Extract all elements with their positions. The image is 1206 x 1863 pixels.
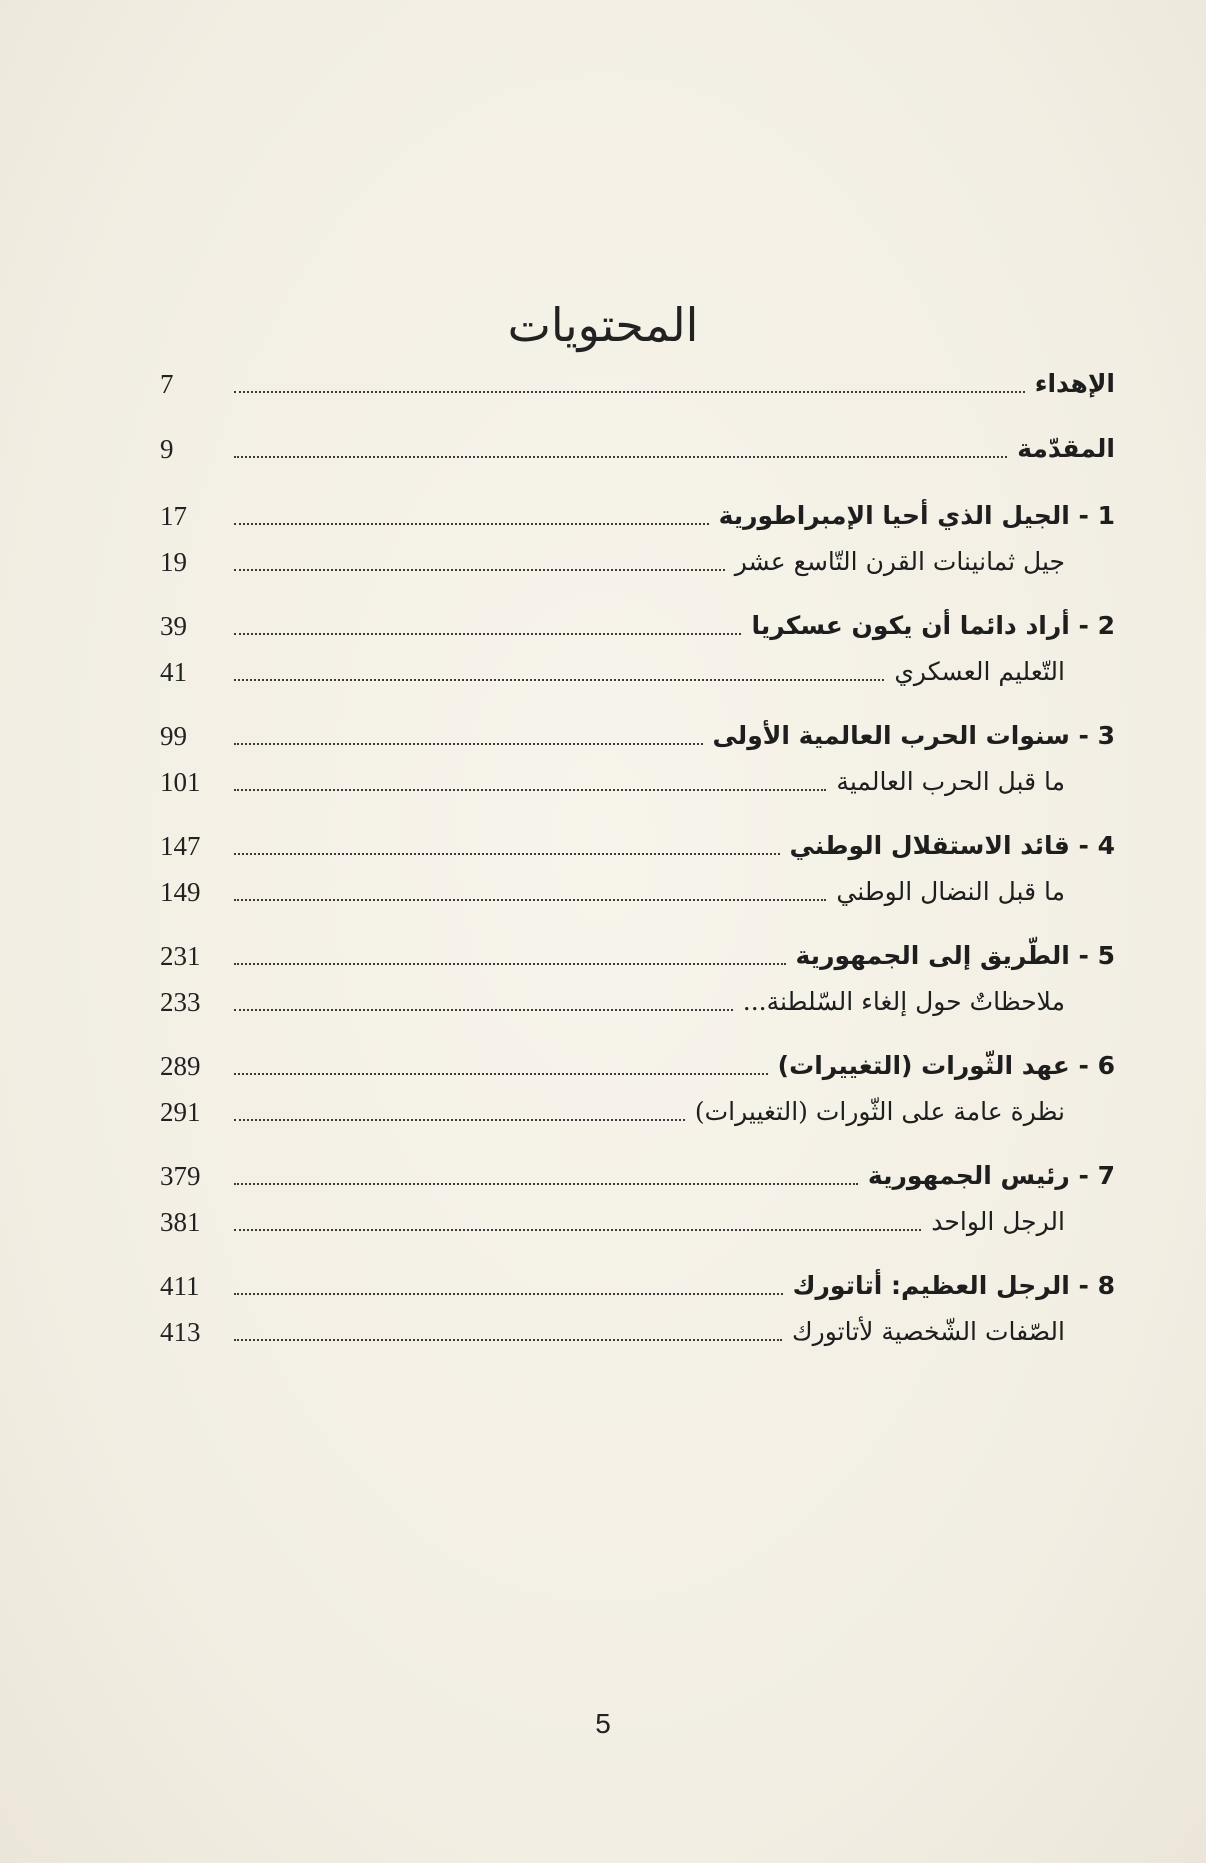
toc-page-number: 411 — [160, 1271, 200, 1301]
toc-section-5 — [160, 978, 1115, 1022]
toc-chapter-1 — [160, 492, 1115, 536]
toc-chapter-label: 5 - الطّريق إلى الجمهورية — [795, 941, 1115, 970]
toc-page-number: 381 — [160, 1207, 201, 1237]
dot-leader — [234, 679, 884, 681]
toc-chapter-label: 8 - الرجل العظيم: أتاتورك — [792, 1271, 1115, 1300]
toc-section-2 — [160, 648, 1115, 692]
toc-section-6 — [160, 1088, 1115, 1132]
dot-leader — [234, 853, 780, 855]
toc-page-number: 7 — [160, 369, 174, 399]
toc-chapter-label: 7 - رئيس الجمهورية — [867, 1161, 1115, 1190]
dot-leader — [234, 1229, 921, 1231]
toc-section-3 — [160, 758, 1115, 802]
toc-chapter-2 — [160, 602, 1115, 646]
toc-section-1 — [160, 538, 1115, 582]
toc-section-7 — [160, 1198, 1115, 1242]
dot-leader — [234, 963, 786, 965]
dot-leader — [234, 1183, 858, 1185]
toc-chapter-8 — [160, 1262, 1115, 1306]
toc-chapter-label: 4 - قائد الاستقلال الوطني — [789, 831, 1115, 860]
toc-page-number: 233 — [160, 987, 201, 1017]
dot-leader — [234, 569, 725, 571]
dot-leader — [234, 743, 703, 745]
toc-entry-introduction — [160, 425, 1115, 469]
dot-leader — [234, 899, 826, 901]
toc-section-label: التّعليم العسكري — [894, 657, 1065, 686]
dot-leader — [234, 456, 1007, 458]
toc-section-4 — [160, 868, 1115, 912]
dot-leader — [234, 1293, 783, 1295]
toc-page-number: 149 — [160, 877, 201, 907]
toc-page-number: 17 — [160, 501, 187, 531]
toc-chapter-5 — [160, 932, 1115, 976]
toc-page-number: 147 — [160, 831, 201, 861]
toc-page-number: 9 — [160, 434, 174, 464]
page-title: المحتويات — [507, 298, 699, 352]
dot-leader — [234, 1119, 685, 1121]
dot-leader — [234, 1009, 733, 1011]
toc-page-number: 231 — [160, 941, 201, 971]
dot-leader — [234, 391, 1025, 393]
toc-chapter-label: 6 - عهد الثّورات (التغييرات) — [777, 1051, 1115, 1080]
toc-chapter-6 — [160, 1042, 1115, 1086]
table-of-contents — [160, 0, 1115, 1700]
toc-section-label: ملاحظاتٌ حول إلغاء السّلطنة... — [742, 987, 1065, 1016]
toc-page-number: 289 — [160, 1051, 201, 1081]
dot-leader — [234, 1339, 782, 1341]
toc-page-number: 101 — [160, 767, 201, 797]
toc-chapter-label: 3 - سنوات الحرب العالمية الأولى — [712, 721, 1115, 750]
toc-entry-label: المقدّمة — [1017, 434, 1115, 463]
toc-section-label: ما قبل الحرب العالمية — [836, 767, 1065, 796]
toc-section-label: الصّفات الشّخصية لأتاتورك — [792, 1317, 1065, 1346]
toc-section-label: جيل ثمانينات القرن التّاسع عشر — [734, 547, 1065, 576]
toc-section-label: نظرة عامة على الثّورات (التغييرات) — [694, 1097, 1065, 1126]
dot-leader — [234, 789, 826, 791]
toc-chapter-7 — [160, 1152, 1115, 1196]
toc-chapter-4 — [160, 822, 1115, 866]
toc-chapter-label: 1 - الجيل الذي أحيا الإمبراطورية — [718, 501, 1115, 530]
toc-section-label: الرجل الواحد — [931, 1207, 1065, 1236]
toc-page-number: 41 — [160, 657, 187, 687]
dot-leader — [234, 633, 741, 635]
dot-leader — [234, 523, 709, 525]
toc-page-number: 379 — [160, 1161, 201, 1191]
toc-page-number: 413 — [160, 1317, 201, 1347]
toc-entry-dedication — [160, 360, 1115, 404]
toc-chapter-3 — [160, 712, 1115, 756]
page-folio-number: 5 — [595, 1708, 611, 1739]
toc-chapter-label: 2 - أراد دائما أن يكون عسكريا — [751, 611, 1115, 640]
toc-page-number: 291 — [160, 1097, 201, 1127]
dot-leader — [234, 1073, 768, 1075]
toc-section-8 — [160, 1308, 1115, 1352]
toc-entry-label: الإهداء — [1034, 369, 1115, 398]
toc-page-number: 99 — [160, 721, 187, 751]
toc-section-label: ما قبل النضال الوطني — [836, 877, 1065, 906]
toc-page-number: 19 — [160, 547, 187, 577]
toc-page-number: 39 — [160, 611, 187, 641]
